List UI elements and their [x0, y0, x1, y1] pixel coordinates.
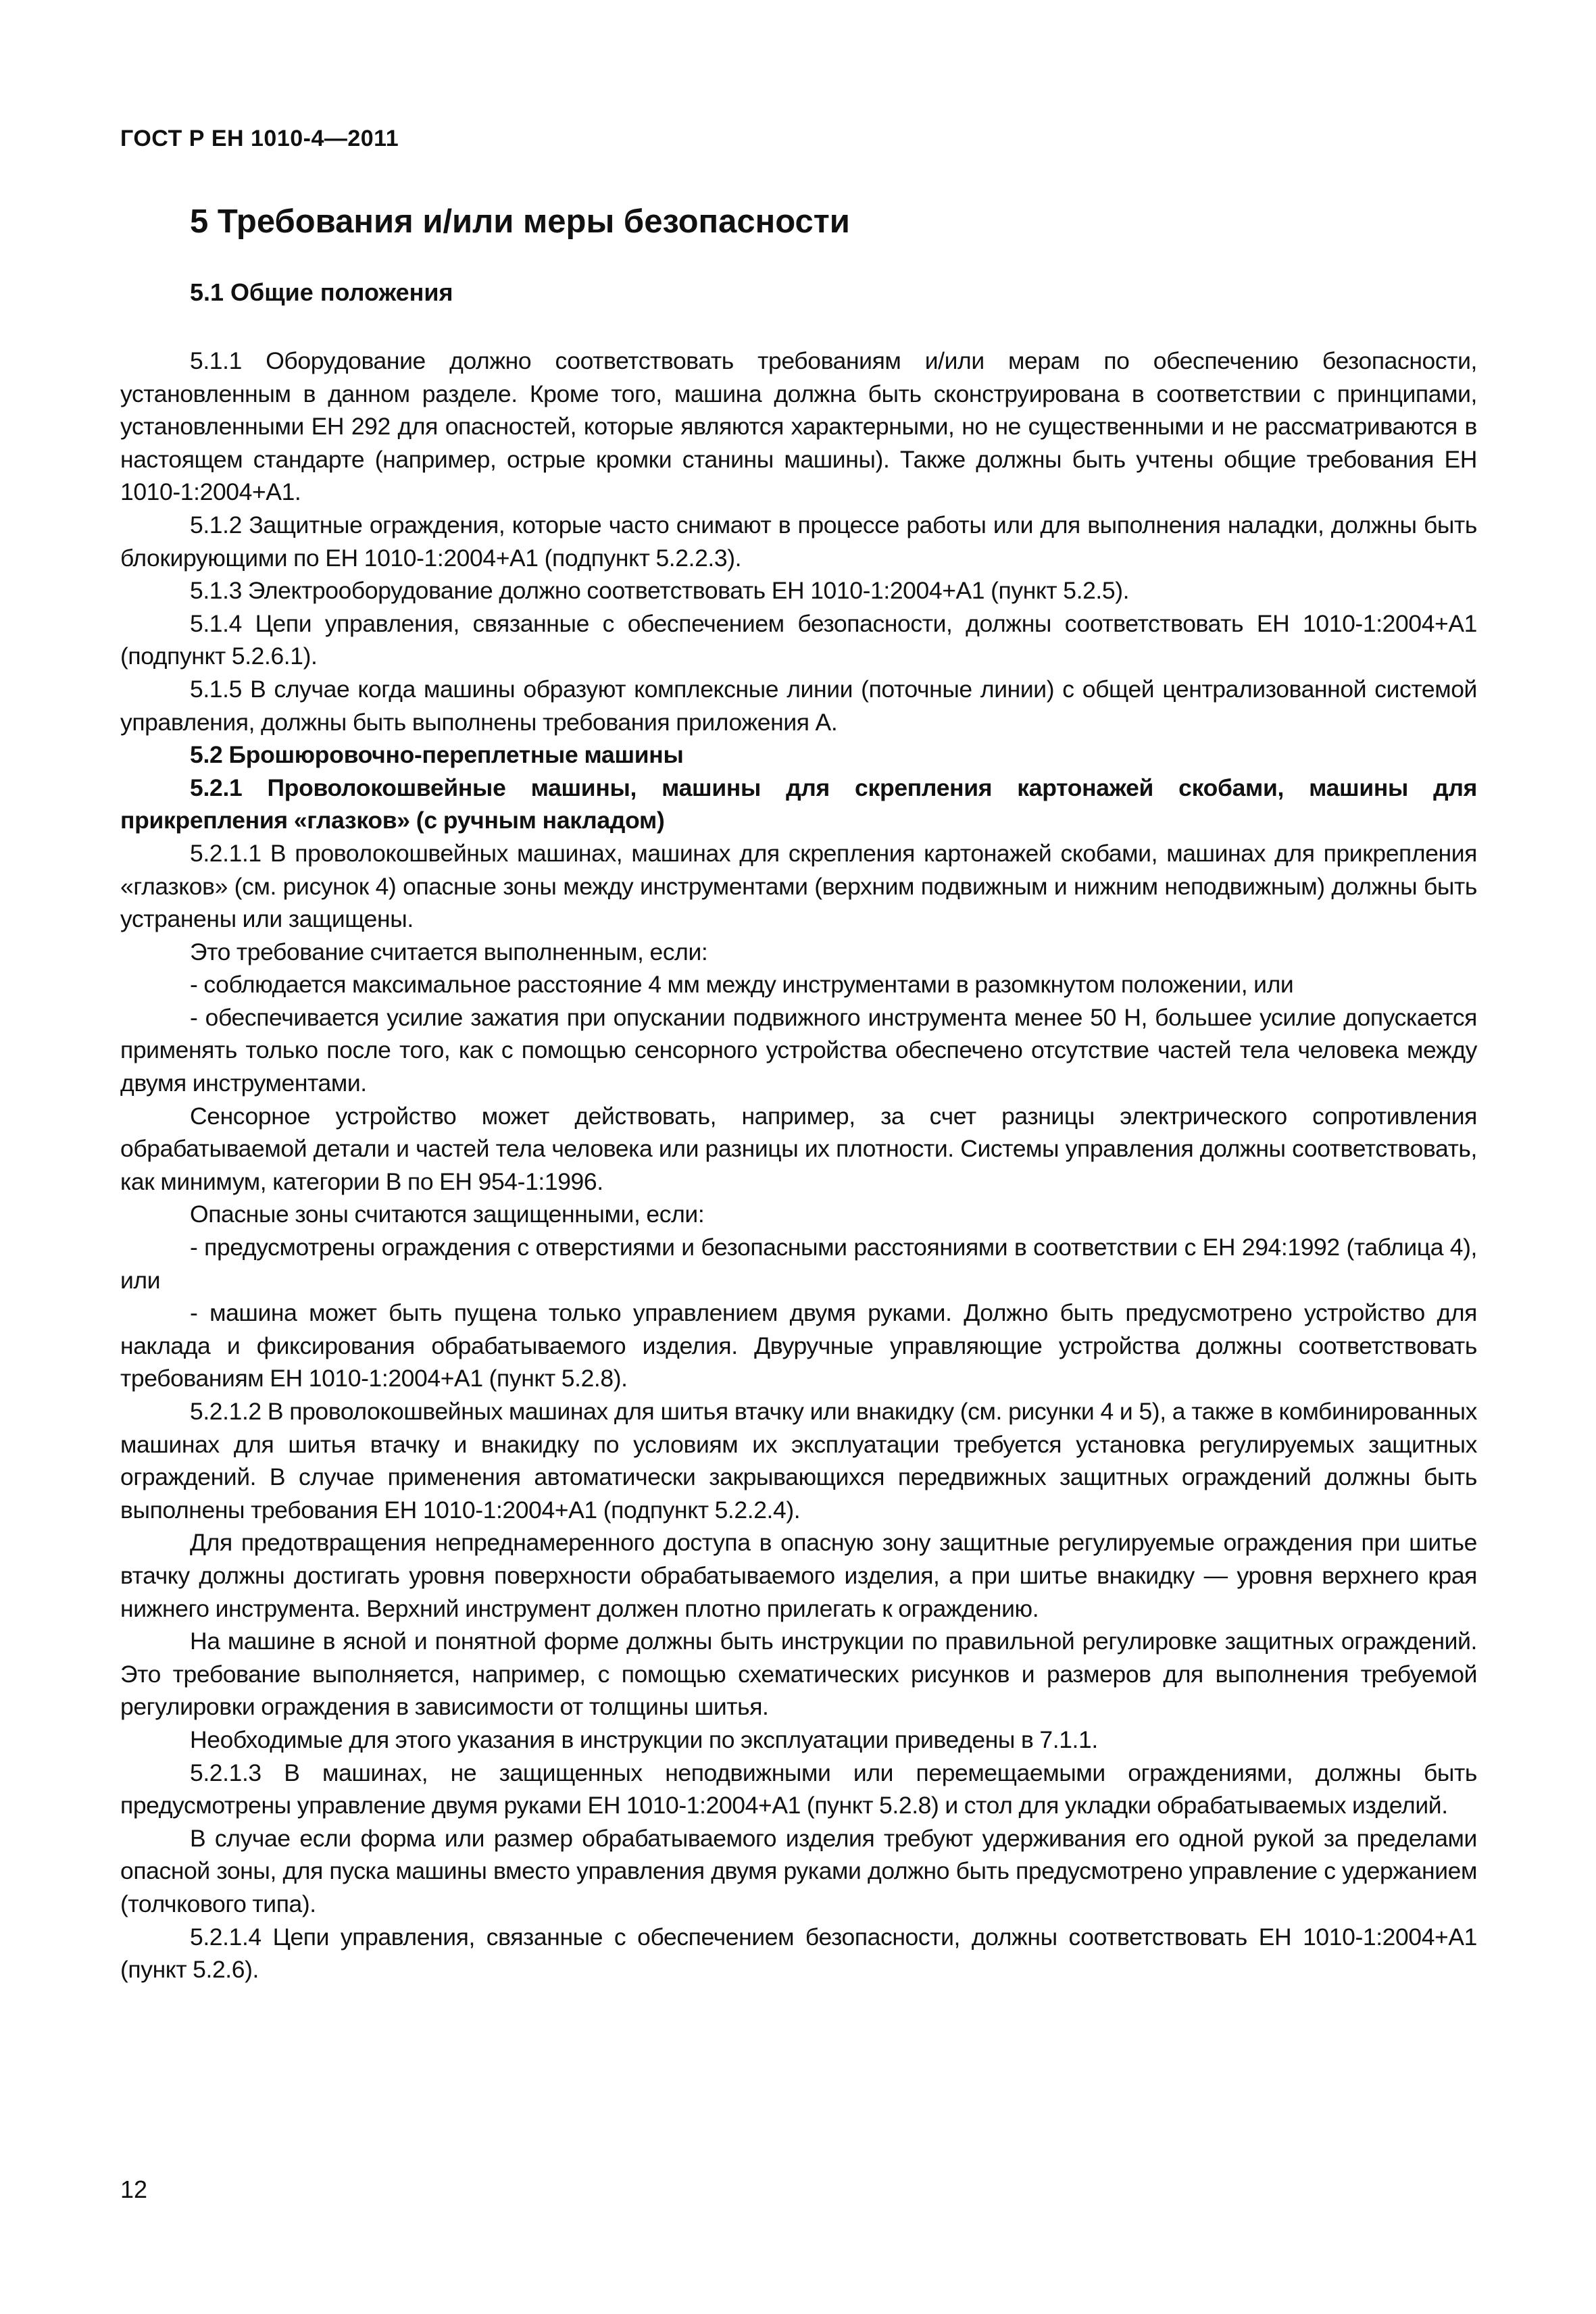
- list-item: - соблюдается максимальное расстояние 4 мм между инструментами в разомкнутом положении, или: [190, 971, 1294, 999]
- section-title: 5 Требования и/или меры безопасности: [190, 203, 850, 240]
- document-body: [120, 345, 1477, 1986]
- document-code-header: ГОСТ Р ЕН 1010-4—2011: [120, 126, 399, 151]
- heading-5-2-1: 5.2.1 Проволокошвейные машины, машины для скрепления картонажей скобами, машины для прикрепления «глазков» (с ручным накладом): [120, 774, 1477, 834]
- paragraph-5-2-1-1: 5.2.1.1 В проволокошвейных машинах, машинах для скрепления картонажей скобами, машинах для прикрепления «глазков» (см. рисунок 4) опасные зоны между инструментами (верхним подвижным и нижним неподвижным) должны быть устранены или защищены.: [120, 839, 1477, 933]
- paragraph: Сенсорное устройство может действовать, например, за счет разницы электрического сопротивления обрабатываемой детали и частей тела человека или разницы их плотности. Системы управления должны соответствовать, как минимум, категории В по ЕН 954-1:1996.: [120, 1102, 1477, 1195]
- paragraph: Опасные зоны считаются защищенными, если:: [190, 1201, 705, 1228]
- paragraph-5-2-1-3: 5.2.1.3 В машинах, не защищенных неподвижными или перемещаемыми ограждениями, должны быть предусмотрены управление двумя руками ЕН 1010-1:2004+А1 (пункт 5.2.8) и стол для укладки обрабатываемых изделий.: [120, 1759, 1477, 1819]
- paragraph: На машине в ясной и понятной форме должны быть инструкции по правильной регулировке защитных ограждений. Это требование выполняется, например, с помощью схематических рисунков и размеров для выполнения требуемой регулировки ограждения в зависимости от толщины шитья.: [120, 1628, 1477, 1721]
- heading-5-2: 5.2 Брошюровочно-переплетные машины: [190, 741, 684, 769]
- paragraph: В случае если форма или размер обрабатываемого изделия требуют удерживания его одной рукой за пределами опасной зоны, для пуска машины вместо управления двумя руками должно быть предусмотрено управление с удержанием (толчкового типа).: [120, 1824, 1477, 1917]
- paragraph-5-2-1-2: 5.2.1.2 В проволокошвейных машинах для шитья втачку или внакидку (см. рисунки 4 и 5), а также в комбинированных машинах для шитья втачку и внакидку по условиям их эксплуатации требуется установка регулируемых защитных ограждений. В случае применения автоматически закрывающихся передвижных защитных ограждений должны быть выполнены требования ЕН 1010-1:2004+А1 (подпункт 5.2.2.4).: [120, 1398, 1477, 1524]
- subsection-title: 5.1 Общие положения: [190, 278, 453, 306]
- list-item: - предусмотрены ограждения с отверстиями и безопасными расстояниями в соответствии с ЕН 294:1992 (таблица 4), или: [120, 1234, 1477, 1294]
- paragraph-5-2-1-4: 5.2.1.4 Цепи управления, связанные с обеспечением безопасности, должны соответствовать ЕН 1010-1:2004+А1 (пункт 5.2.6).: [120, 1923, 1477, 1984]
- paragraph-5-1-5: 5.1.5 В случае когда машины образуют комплексные линии (поточные линии) с общей централизованной системой управления, должны быть выполнены требования приложения А.: [120, 675, 1477, 736]
- paragraph: Это требование считается выполненным, если:: [190, 938, 708, 965]
- paragraph-5-1-2: 5.1.2 Защитные ограждения, которые часто снимают в процессе работы или для выполнения наладки, должны быть блокирующими по ЕН 1010-1:2004+А1 (подпункт 5.2.2.3).: [120, 511, 1477, 572]
- paragraph: Для предотвращения непреднамеренного доступа в опасную зону защитные регулируемые ограждения при шитье втачку должны достигать уровня поверхности обрабатываемого изделия, а при шитье внакидку — уровня верхнего края нижнего инструмента. Верхний инструмент должен плотно прилегать к ограждению.: [120, 1529, 1477, 1622]
- list-item: - обеспечивается усилие зажатия при опускании подвижного инструмента менее 50 Н, большее усилие допускается применять только после того, как с помощью сенсорного устройства обеспечено отсутствие частей тела человека между двумя инструментами.: [120, 1003, 1477, 1097]
- page-number: 12: [120, 2175, 148, 2203]
- list-item: - машина может быть пущена только управлением двумя руками. Должно быть предусмотрено устройство для наклада и фиксирования обрабатываемого изделия. Двуручные управляющие устройства должны соответствовать требованиям ЕН 1010-1:2004+А1 (пункт 5.2.8).: [120, 1299, 1477, 1392]
- paragraph: Необходимые для этого указания в инструкции по эксплуатации приведены в 7.1.1.: [190, 1726, 1098, 1753]
- paragraph-5-1-4: 5.1.4 Цепи управления, связанные с обеспечением безопасности, должны соответствовать ЕН 1010-1:2004+А1 (подпункт 5.2.6.1).: [120, 609, 1477, 670]
- paragraph-5-1-3: 5.1.3 Электрооборудование должно соответствовать ЕН 1010-1:2004+А1 (пункт 5.2.5).: [190, 577, 1130, 605]
- paragraph-5-1-1: 5.1.1 Оборудование должно соответствовать требованиям и/или мерам по обеспечению безопасности, установленным в данном разделе. Кроме того, машина должна быть сконструирована в соответствии с принципами, установленными ЕН 292 для опасностей, которые являются характерными, но не существенными и не рассматриваются в настоящем стандарте (например, острые кромки станины машины). Также должны быть учтены общие требования ЕН 1010-1:2004+А1.: [120, 347, 1477, 506]
